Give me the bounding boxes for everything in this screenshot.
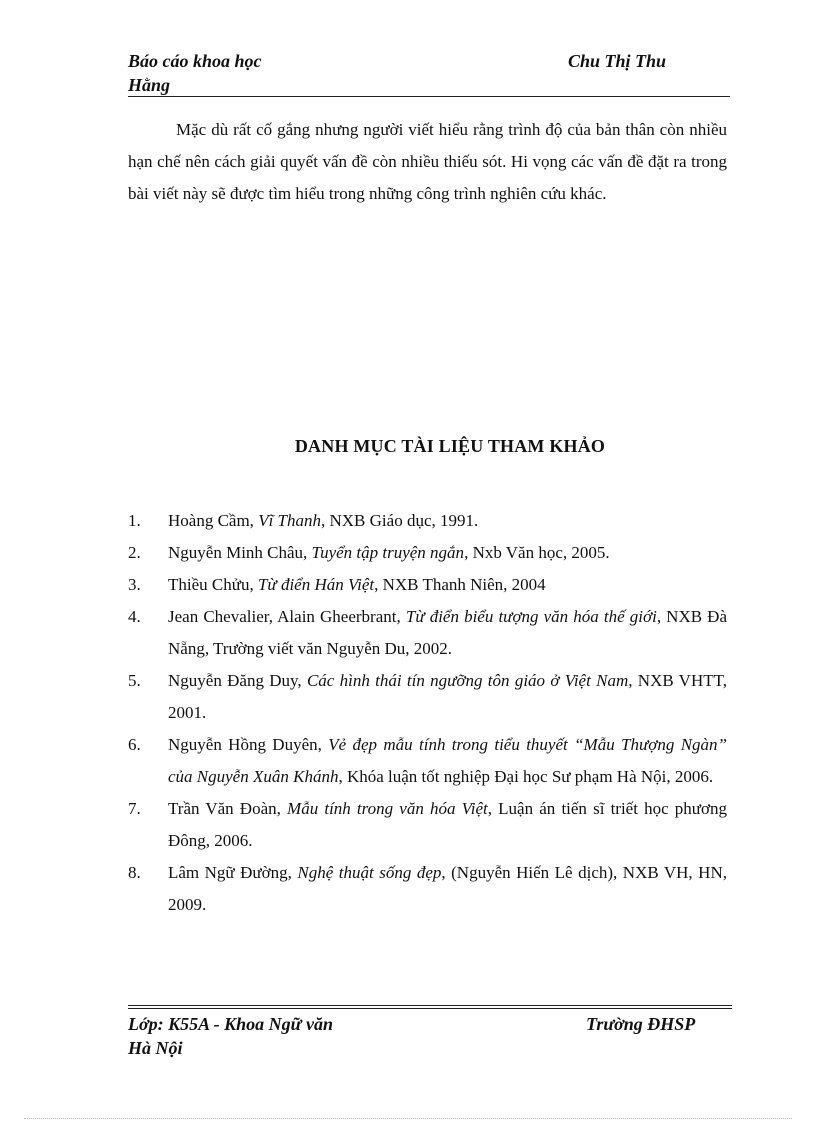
reference-publication: , Luận án tiến sĩ triết học phương Đông, 2006.: [168, 799, 727, 850]
references-heading: DANH MỤC TÀI LIỆU THAM KHẢO: [294, 436, 606, 456]
reference-item: [128, 505, 727, 537]
page-header: [128, 49, 730, 97]
closing-paragraph: Mặc dù rất cố gắng nhưng người viết hiểu rằng trình độ của bản thân còn nhiều hạn chế nên cách giải quyết vấn đề còn nhiều thiếu sót. Hi vọng các vấn đề đặt ra trong bài viết này sẽ được tìm hiểu trong những công trình nghiên cứu khác.: [128, 120, 727, 203]
reference-item: [128, 537, 727, 569]
reference-number: 4.: [128, 607, 141, 626]
header-author: Chu Thị Thu: [568, 51, 667, 71]
reference-author: Lâm Ngữ Đường,: [168, 863, 298, 882]
reference-publication: , NXB Thanh Niên, 2004: [374, 575, 546, 594]
reference-title: Từ điển Hán Việt: [257, 575, 375, 594]
reference-title: Từ điển biểu tượng văn hóa thế giới: [405, 607, 657, 626]
page-footer: [128, 1012, 730, 1060]
reference-number: 5.: [128, 671, 141, 690]
reference-publication: , Nxb Văn học, 2005.: [464, 543, 610, 562]
footer-divider-top: [128, 1005, 732, 1006]
reference-publication: , Khóa luận tốt nghiệp Đại học Sư phạm Hà Nội, 2006.: [338, 767, 714, 786]
reference-number: 3.: [128, 575, 141, 594]
reference-author: Nguyễn Minh Châu,: [168, 543, 312, 562]
reference-author: Thiều Chửu,: [168, 575, 258, 594]
reference-title: Nghệ thuật sống đẹp: [297, 863, 442, 882]
reference-title: Vẻ đẹp mẫu tính trong tiểu thuyết “Mẫu Thượng Ngàn” của Nguyễn Xuân Khánh: [168, 735, 727, 786]
footer-school: Trường ĐHSP: [586, 1014, 696, 1034]
reference-title: Mẫu tính trong văn hóa Việt: [287, 799, 488, 818]
reference-item: [128, 857, 727, 921]
reference-publication: , (Nguyễn Hiến Lê dịch), NXB VH, HN, 2009.: [168, 863, 727, 914]
reference-author: Hoàng Cầm,: [168, 511, 259, 530]
reference-item: [128, 665, 727, 729]
page-edge-dots: [24, 1118, 792, 1119]
reference-author: Jean Chevalier, Alain Gheerbrant,: [168, 607, 406, 626]
header-divider: [128, 96, 730, 97]
reference-title: Vĩ Thanh: [258, 511, 321, 530]
footer-school-continued: Hà Nội: [128, 1038, 183, 1058]
reference-item: [128, 601, 727, 665]
reference-title: Tuyển tập truyện ngắn: [311, 543, 465, 562]
reference-item: [128, 793, 727, 857]
reference-author: Trần Văn Đoàn,: [168, 799, 288, 818]
reference-publication: , NXB Giáo dục, 1991.: [321, 511, 479, 530]
header-title: Báo cáo khoa học: [128, 51, 262, 71]
references-list: [128, 505, 727, 921]
reference-number: 2.: [128, 543, 141, 562]
reference-publication: , NXB Đà Nẵng, Trường viết văn Nguyễn Du, 2002.: [168, 607, 728, 658]
reference-number: 6.: [128, 735, 141, 754]
reference-number: 8.: [128, 863, 141, 882]
reference-publication: , NXB VHTT, 2001.: [168, 671, 727, 722]
reference-number: 1.: [128, 511, 141, 530]
reference-author: Nguyễn Đăng Duy,: [168, 671, 307, 690]
reference-author: Nguyễn Hồng Duyên,: [168, 735, 329, 754]
header-author-continued: Hằng: [128, 75, 171, 95]
reference-title: Các hình thái tín ngưỡng tôn giáo ở Việt Nam: [306, 671, 629, 690]
reference-item: [128, 729, 727, 793]
footer-divider-bottom: [128, 1008, 732, 1009]
footer-class: Lớp: K55A - Khoa Ngữ văn: [128, 1014, 333, 1034]
reference-number: 7.: [128, 799, 141, 818]
reference-item: [128, 569, 727, 601]
